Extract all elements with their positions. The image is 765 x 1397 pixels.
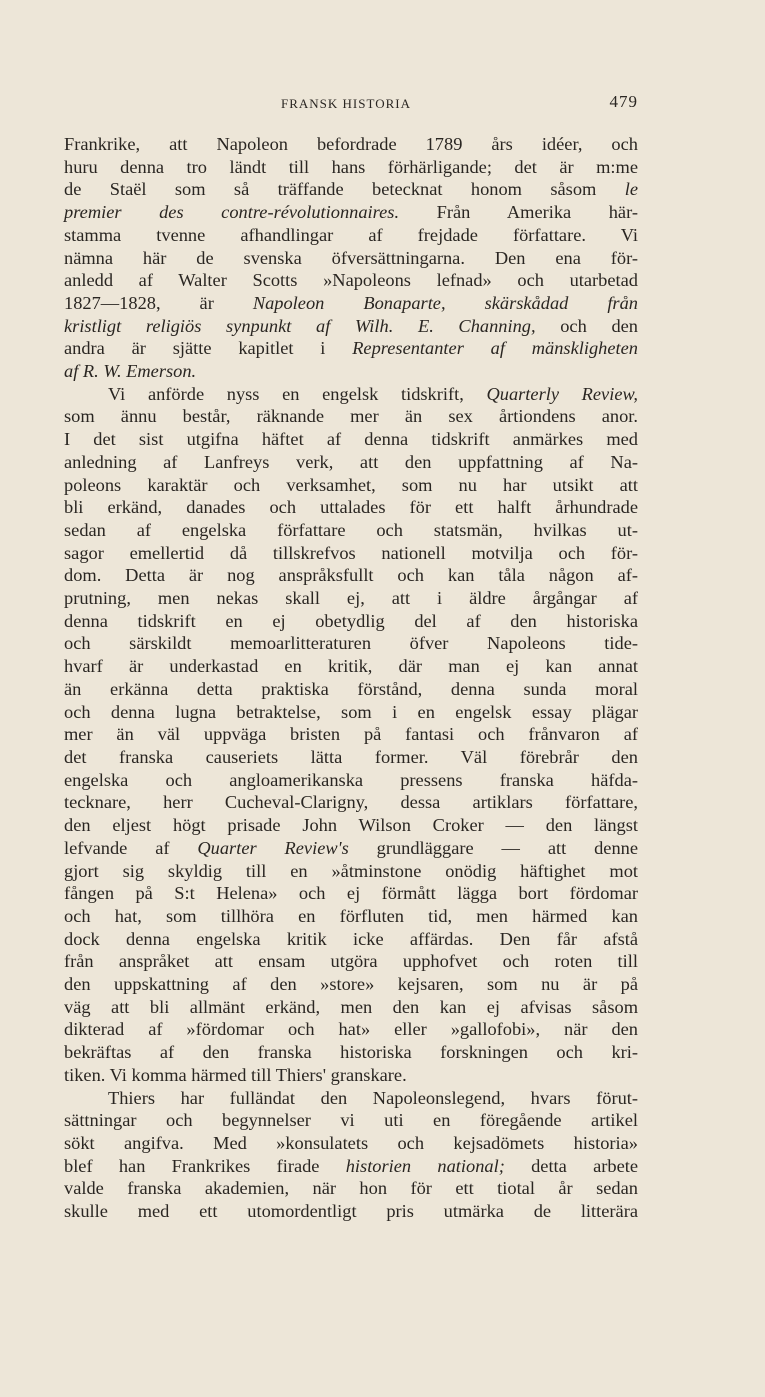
italic-run: premier des contre-révolutionnaires.	[64, 202, 400, 223]
text-run: prutning, men nekas skall ej, att i äldre årgångar af	[64, 588, 638, 609]
page-number: 479	[609, 92, 638, 111]
text-line	[64, 678, 638, 701]
text-run: Vi anförde nyss en engelsk tidskrift,	[108, 383, 487, 404]
text-line	[64, 791, 638, 814]
italic-run: le	[624, 179, 638, 200]
text-run: I det sist utgifna häftet af denna tidskrift anmärkes med	[64, 429, 638, 450]
text-run: nämna här de svenska öfversättningarna. Den ena för-	[64, 247, 638, 268]
text-line	[64, 655, 638, 678]
text-line	[64, 928, 638, 951]
text-run: detta arbete	[504, 1155, 639, 1176]
text-line	[64, 1155, 638, 1178]
text-line	[64, 1200, 638, 1223]
text-line	[64, 564, 638, 587]
text-run: engelska och angloamerikanska pressens franska häfda-	[64, 769, 638, 790]
text-line	[64, 746, 638, 769]
text-run: andra är sjätte kapitlet i	[64, 338, 353, 359]
text-line	[64, 247, 638, 270]
text-run: bli erkänd, danades och uttalades för ett halft århundrade	[64, 497, 638, 518]
text-run: som ännu består, räknande mer än sex årtiondens anor.	[64, 406, 638, 427]
text-run: huru denna tro ländt till hans förhärligande; det är m:me	[64, 156, 638, 177]
text-run: blef han Frankrikes firade	[64, 1155, 346, 1176]
text-run: de Staël som så träffande betecknat honom såsom	[64, 179, 625, 200]
italic-run: af R. W. Emerson.	[64, 361, 197, 382]
text-line	[64, 1064, 638, 1087]
text-line	[64, 156, 638, 179]
text-line	[64, 519, 638, 542]
paragraph	[64, 1087, 638, 1223]
page-header	[64, 92, 638, 116]
text-line	[64, 224, 638, 247]
text-run: mer än väl uppväga bristen på fantasi och frånvaron af	[64, 724, 638, 745]
italic-run: Quarter Review's	[197, 837, 349, 858]
text-run: och hat, som tillhöra en förfluten tid, men härmed kan	[64, 905, 638, 926]
italic-run: kristligt religiös synpunkt af Wilh. E. Channing,	[64, 315, 536, 336]
text-line	[64, 337, 638, 360]
text-run: sedan af engelska författare och statsmän, hvilkas ut-	[64, 519, 638, 540]
text-line	[64, 360, 638, 383]
text-line	[64, 201, 638, 224]
text-run: dock denna engelska kritik icke affärdas. Den får afstå	[64, 928, 638, 949]
text-run: och särskildt memoarlitteraturen öfver Napoleons tide-	[64, 633, 638, 654]
text-line	[64, 587, 638, 610]
text-run: och den	[535, 315, 638, 336]
text-run: Från Amerika här-	[399, 202, 638, 223]
text-run: än erkänna detta praktiska förstånd, denna sunda moral	[64, 678, 638, 699]
text-line	[64, 837, 638, 860]
italic-run: historien national;	[345, 1155, 505, 1176]
running-head: FRANSK HISTORIA	[281, 96, 411, 111]
text-line	[64, 428, 638, 451]
text-run: Frankrike, att Napoleon befordrade 1789 års idéer, och	[64, 134, 638, 154]
text-line	[64, 701, 638, 724]
text-run: valde franska akademien, när hon för ett tiotal år sedan	[64, 1178, 638, 1199]
text-line	[64, 496, 638, 519]
text-run: bekräftas af den franska historiska forskningen och kri-	[64, 1042, 638, 1063]
text-line	[64, 292, 638, 315]
text-line	[64, 451, 638, 474]
text-run: väg att bli allmänt erkänd, men den kan ej afvisas såsom	[64, 996, 638, 1017]
text-run: anledning af Lanfreys verk, att den uppfattning af Na-	[64, 451, 638, 472]
text-run: fången på S:t Helena» och ej förmått lägga bort fördomar	[64, 883, 638, 904]
text-line	[64, 996, 638, 1019]
text-line	[64, 315, 638, 338]
paragraph	[64, 383, 638, 1087]
text-line	[64, 405, 638, 428]
text-line	[64, 1177, 638, 1200]
text-run: grundläggare — att denne	[348, 837, 639, 858]
text-run: tecknare, herr Cucheval-Clarigny, dessa artiklars författare,	[64, 792, 638, 813]
text-run: Thiers har fulländat den Napoleonslegend, hvars förut-	[108, 1087, 638, 1108]
text-line	[64, 1087, 638, 1110]
italic-run: Quarterly Review,	[486, 383, 638, 404]
text-run: gjort sig skyldig till en »åtminstone onödig häftighet mot	[64, 860, 638, 881]
text-line	[64, 950, 638, 973]
text-line	[64, 860, 638, 883]
text-line	[64, 383, 638, 406]
text-run: och denna lugna betraktelse, som i en engelsk essay plägar	[64, 701, 638, 722]
text-run: den eljest högt prisade John Wilson Croker — den längst	[64, 815, 638, 836]
text-run: tiken. Vi komma härmed till Thiers' granskare.	[64, 1064, 407, 1085]
text-run: stamma tvenne afhandlingar af frejdade författare. Vi	[64, 224, 638, 245]
text-line	[64, 723, 638, 746]
text-run: sättningar och begynnelser vi uti en föregående artikel	[64, 1110, 638, 1131]
text-line	[64, 1018, 638, 1041]
text-line	[64, 1132, 638, 1155]
text-run: skulle med ett utomordentligt pris utmärka de litterära	[64, 1201, 638, 1222]
text-line	[64, 1041, 638, 1064]
text-line	[64, 882, 638, 905]
text-run: dikterad af »fördomar och hat» eller »gallofobi», när den	[64, 1019, 638, 1040]
text-line	[64, 269, 638, 292]
text-line	[64, 1109, 638, 1132]
text-line	[64, 610, 638, 633]
text-line	[64, 632, 638, 655]
text-run: sagor emellertid då tillskrefvos nationell motvilja och för-	[64, 542, 638, 563]
text-line	[64, 133, 638, 156]
text-line	[64, 905, 638, 928]
text-line	[64, 814, 638, 837]
text-run: lefvande af	[64, 837, 198, 858]
text-line	[64, 178, 638, 201]
text-line	[64, 973, 638, 996]
text-run: anledd af Walter Scotts »Napoleons lefnad» och utarbetad	[64, 270, 638, 291]
text-run: det franska causeriets lätta former. Väl förebrår den	[64, 746, 638, 767]
italic-run: Napoleon Bonaparte, skärskådad från	[252, 292, 638, 313]
text-line	[64, 474, 638, 497]
text-run: den uppskattning af den »store» kejsaren, som nu är på	[64, 974, 638, 995]
text-run: poleons karaktär och verksamhet, som nu har utsikt att	[64, 474, 638, 495]
body-text	[64, 133, 638, 1223]
italic-run: Representanter af mänskligheten	[352, 338, 638, 359]
text-run: 1827—1828, är	[64, 292, 253, 313]
text-run: sökt angifva. Med »konsulatets och kejsadömets historia»	[64, 1132, 638, 1153]
text-run: från anspråket att ensam utgöra upphofvet och roten till	[64, 951, 638, 972]
paragraph	[64, 133, 638, 383]
text-line	[64, 769, 638, 792]
text-run: denna tidskrift en ej obetydlig del af den historiska	[64, 610, 638, 631]
text-run: hvarf är underkastad en kritik, där man ej kan annat	[64, 656, 638, 677]
text-line	[64, 542, 638, 565]
text-run: dom. Detta är nog anspråksfullt och kan tåla någon af-	[64, 565, 638, 586]
